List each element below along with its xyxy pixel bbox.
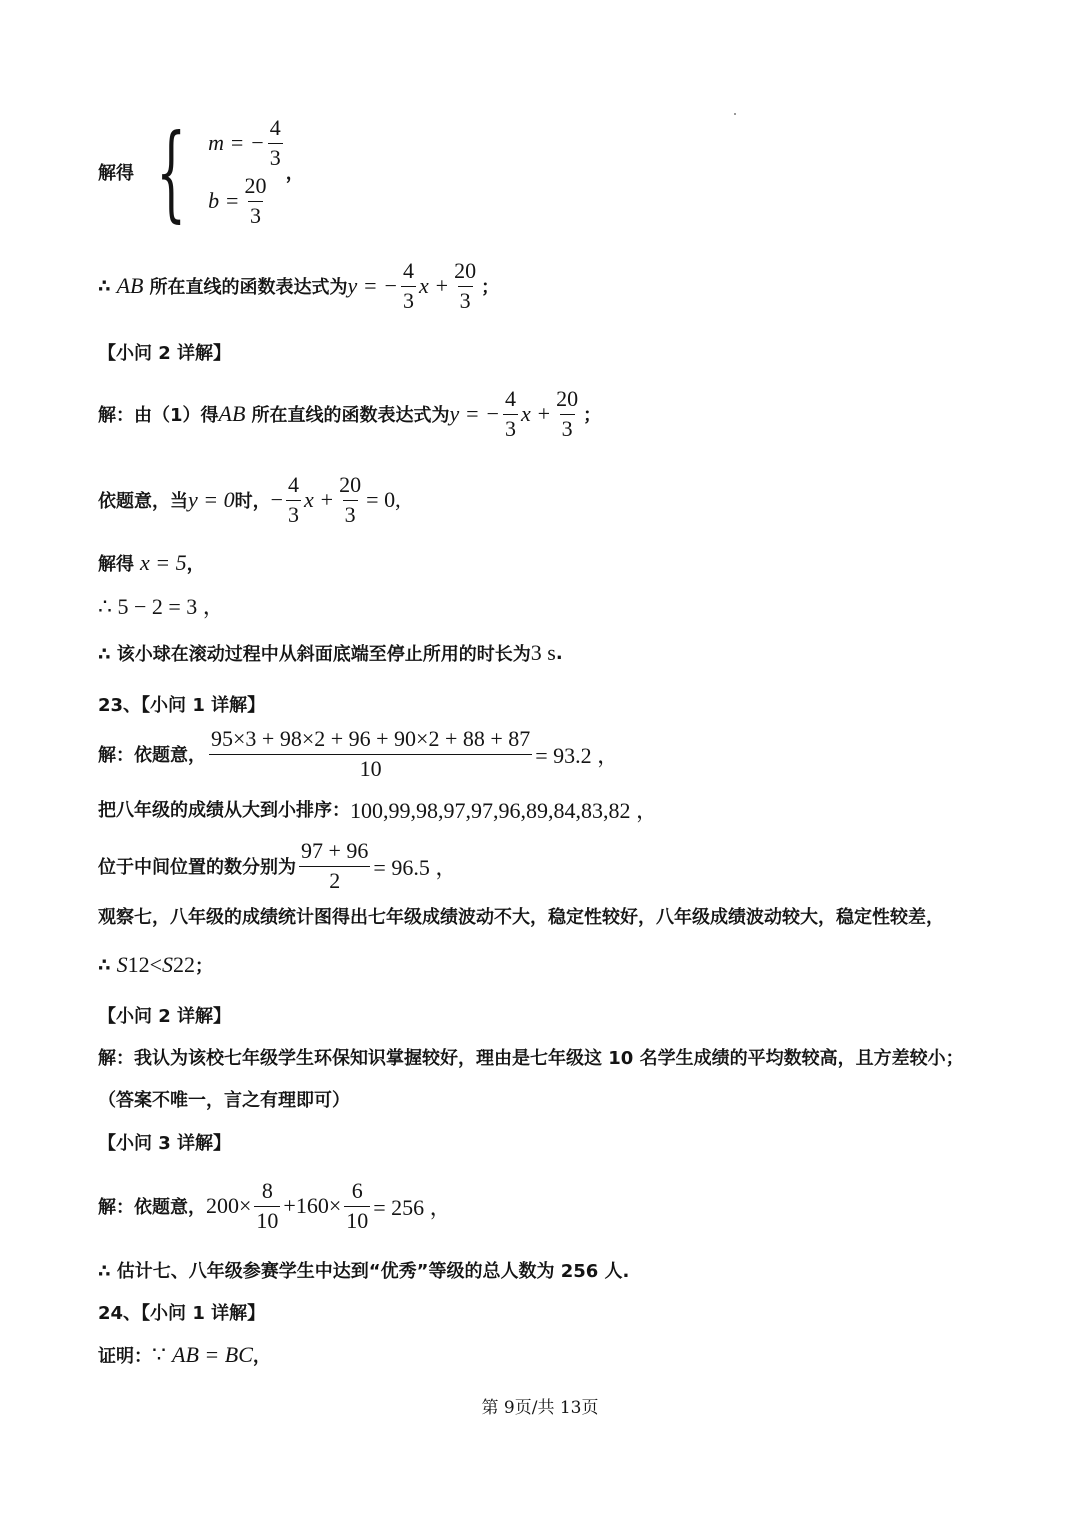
m-equation: m = − $\frac{4}{3}$ — [208, 115, 281, 170]
sorted-scores: 把八年级的成绩从大到小排序： 100,99,98,97,97,96,89,84,83,82 ， — [98, 797, 659, 823]
x-solution: 解得 x = 5 ， — [98, 550, 205, 575]
y-zero-equation: 依题意，当 y = 0 时， − $\frac{4}{3}$ x + $\frac{20}{3}$ = 0, — [98, 472, 401, 527]
solution-system: 解得 { m = − $\frac{4}{3}$ b = $\frac{20}{3}$ ， — [98, 111, 304, 233]
section-heading-q2b: 【小问 2 详解】 — [98, 1006, 232, 1027]
section-heading-24: 24、【小问 1 详解】 — [98, 1303, 266, 1324]
section-heading-q3: 【小问 3 详解】 — [98, 1133, 232, 1154]
proof-start: 证明： ∵ AB = BC ， — [98, 1342, 271, 1367]
estimate-conclusion: ∴ 估计七、八年级参赛学生中达到“优秀”等级的总人数为 256 人. — [98, 1261, 630, 1282]
answer-note: （答案不唯一，言之有理即可） — [98, 1090, 350, 1111]
ab-expression-recall: 解：由（1）得 AB 所在直线的函数表达式为 y = − $\frac{4}{3}$ x + $\frac{20}{3}$ ； — [98, 386, 602, 441]
median-calculation: 位于中间位置的数分别为 $\frac{97 + 96}{2}$ = 96.5 ， — [98, 838, 458, 893]
ab-expression-line: ∴ AB 所在直线的函数表达式为 y = − $\frac{4}{3}$ x + $\frac{20}{3}$ ； — [98, 258, 500, 313]
page-footer: 第 9页/共 13页 — [481, 1398, 599, 1418]
left-brace: { — [156, 111, 186, 233]
variance-comparison: ∴ S 1 2 < S 2 2 ； — [98, 952, 213, 977]
speck — [734, 113, 736, 115]
b-equation: b = $\frac{20}{3}$ — [208, 173, 267, 228]
excellent-count-calculation: 解：依题意， 200× $\frac{8}{10}$ +160× $\frac{6}{10}$ = 256 ， — [98, 1178, 452, 1233]
equation-system — [208, 114, 286, 230]
section-heading-23: 23、【小问 1 详解】 — [98, 695, 266, 716]
mean-calculation: 解：依题意， $\frac{95\times 3 + 98\times 2 + 96 + 90\times 2 + 88 + 87}{10}$ = 93.2 ， — [98, 726, 620, 781]
opinion-answer: 解：我认为该校七年级学生环保知识掌握较好，理由是七年级这 10 名学生成绩的平均数较高，且方差较小； — [98, 1048, 964, 1069]
duration-conclusion: ∴ 该小球在滚动过程中从斜面底端至停止所用的时长为 3 s . — [98, 640, 563, 665]
difference-line: ∴ 5 − 2 = 3 ， — [98, 593, 225, 619]
section-heading-q2: 【小问 2 详解】 — [98, 343, 232, 364]
stability-observation: 观察七，八年级的成绩统计图得出七年级成绩波动不大，稳定性较好，八年级成绩波动较大，稳定性较差， — [98, 907, 944, 928]
solve-label: 解得 — [98, 163, 134, 184]
